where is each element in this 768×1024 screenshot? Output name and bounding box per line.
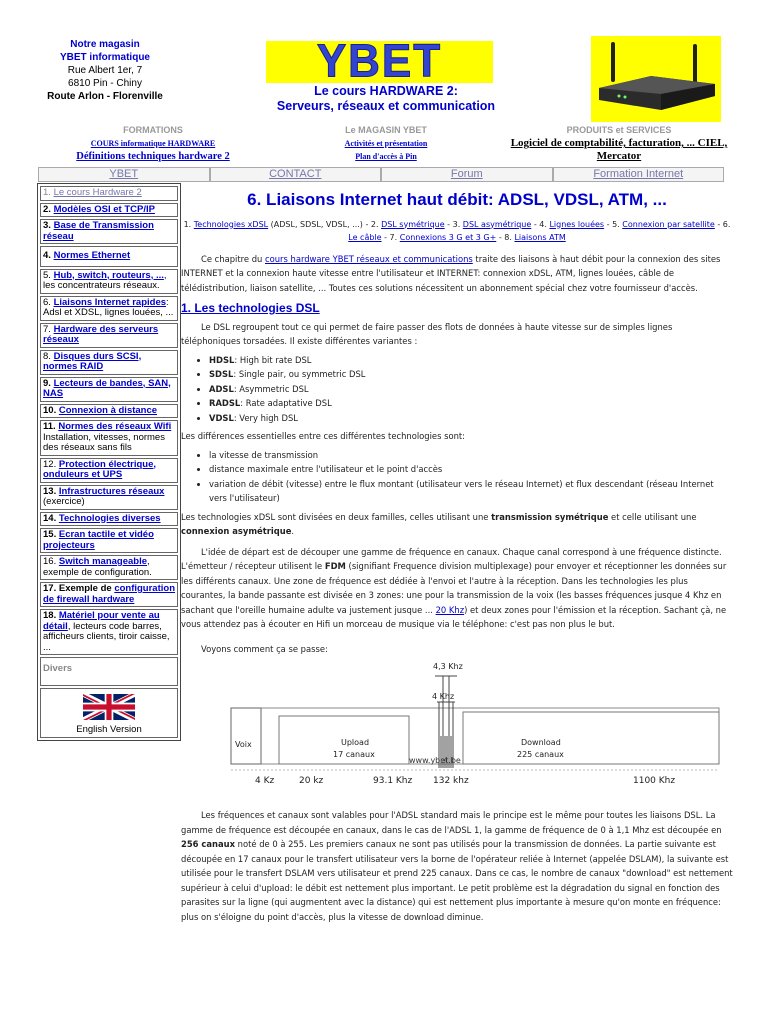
ybet-logo[interactable] [266, 35, 493, 88]
differences-paragraph: Les différences essentielles entre ces différentes technologies sont: [181, 431, 466, 441]
label-4-3-khz: 4,3 Khz [433, 662, 463, 671]
sidebar-item-link[interactable]: Liaisons Internet rapides [53, 296, 167, 308]
list-item [209, 382, 733, 397]
list-item: • la vitesse de transmission [209, 448, 733, 463]
sidebar-item-number: 4. [43, 250, 51, 261]
section-heading-dsl[interactable]: 1. Les technologies DSL [181, 301, 320, 315]
nav-forum[interactable]: Forum [381, 167, 553, 182]
intro-paragraph [181, 252, 733, 296]
intro-text: traite des liaisons à haut débit pour la connexion des sites INTERNET et la connexion haute vitesse entre l'utilisateur et INTERNET: connexion xDSL, ATM, lignes louées, câble de télédistribution, liaison satellite, ... Toutes ces solutions nécessitent un abonnement spécial chez votre fournisseur d'accès. [181, 253, 721, 293]
list-item: • variation de débit (vitesse) entre le flux montant (utilisateur vers le réseau Internet) et flux descendant (réseau Internet vers l'utilisateur) [209, 477, 733, 506]
uk-flag-icon [83, 692, 135, 722]
sidebar-item-firewall[interactable] [40, 582, 178, 607]
sidebar-item-link[interactable]: Le cours Hardware 2 [53, 187, 142, 198]
produits-heading: PRODUITS et SERVICES [566, 125, 672, 135]
variant-name: HDSL [209, 354, 235, 365]
sidebar-item-vente-detail[interactable] [40, 609, 178, 655]
sidebar-item-link[interactable]: Connexion à distance [58, 404, 158, 416]
sidebar-item-serveurs[interactable] [40, 323, 178, 348]
produits-column [506, 125, 732, 163]
tick-20kz: 20 kz [299, 776, 324, 786]
page-title: 6. Liaisons Internet haut débit: ADSL, VDSL, ATM, ... [247, 190, 667, 209]
formations-heading: FORMATIONS [123, 125, 183, 135]
link-20khz[interactable]: 20 Khz [435, 604, 465, 615]
sidebar-item-number: 9. [43, 377, 51, 389]
tick-132-khz: 132 khz [433, 776, 469, 786]
para-text: L'idée de départ est de découper une gamme de fréquence en canaux. Chaque canal correspond à une fréquence distincte. L'émetteur / récepteur utilisent le [181, 546, 722, 571]
variant-name: SDSL [209, 369, 234, 379]
sidebar-item-number: 13. [43, 485, 57, 497]
sidebar-item-link[interactable]: Matériel pour vente au détail [43, 610, 160, 632]
toc-text: 1. [183, 219, 194, 229]
magasin-heading: Le MAGASIN YBET [345, 125, 427, 135]
main-content [181, 185, 733, 924]
english-version-label: English Version [76, 724, 142, 735]
course-title-line1: Le cours HARDWARE 2: [314, 84, 458, 98]
sidebar-item-link[interactable]: Technologies diverses [58, 512, 161, 524]
sidebar-item-number: 12. [43, 458, 57, 470]
para-text: Les technologies xDSL sont divisées en deux familles, celles utilisant une [181, 511, 492, 522]
para-bold: connexion asymétrique [181, 526, 292, 536]
sidebar-item-lecteurs-bandes[interactable] [40, 377, 178, 402]
sidebar-item-link[interactable]: Infrastructures réseaux [58, 485, 165, 497]
sidebar-item-link[interactable]: Hub, switch, routeurs, ... [53, 269, 164, 281]
sidebar-item-desc: , exemple de configuration. [43, 556, 152, 578]
link-plan-acces[interactable]: Plan d'accès à Pin [355, 152, 417, 161]
toc-text: - 5. [604, 219, 623, 229]
list-item [209, 353, 733, 368]
sidebar-item-number: 2. [43, 203, 51, 215]
tick-1100-khz: 1100 Khz [633, 776, 676, 786]
toc-link-dsl-symetrique[interactable]: DSL symétrique [381, 219, 445, 229]
toc-link-cable[interactable]: Le câble [348, 232, 382, 242]
sidebar-item-number: 17. [43, 583, 57, 594]
toc-link-lignes-louees[interactable]: Lignes louées [549, 219, 605, 229]
variant-name: RADSL [209, 398, 241, 408]
sidebar-item-desc: Installation, vitesses, normes des réseaux sans fils [43, 431, 165, 453]
sidebar-item-connexion-distance[interactable] [40, 404, 178, 419]
toc-link-satellite[interactable]: Connexion par satellite [622, 219, 715, 229]
label-upload: Upload [341, 738, 370, 747]
store-line: Rue Albert 1er, 7 [67, 65, 143, 76]
store-address [30, 38, 180, 103]
sidebar-item-number: 14. [43, 512, 57, 524]
toc-text: - 3. [444, 219, 463, 229]
sidebar-item-switch-manageable[interactable] [40, 555, 178, 580]
sidebar-item-number: 1. [43, 187, 51, 198]
store-line: YBET informatique [59, 52, 150, 63]
toc-text: (ADSL, SDSL, VDSL, ...) - 2. [268, 219, 382, 229]
sidebar-item-link[interactable]: Lecteurs de bandes, SAN, NAS [43, 377, 171, 399]
toc-link-3g[interactable]: Connexions 3 G et 3 G+ [399, 232, 497, 242]
toc-text: - 7. [381, 232, 400, 242]
sidebar-item-ecran-tactile[interactable] [40, 528, 178, 553]
sidebar-item-number: 7. [43, 323, 51, 335]
sidebar-item-infrastructures[interactable] [40, 485, 178, 510]
para-text: noté de 0 à 255. Les premiers canaux ne sont pas utilisés pour la transmission de données. La partie suivante est découpée en 17 canaux pour le transfert utilisateur vers la borne de l'opérateur reliée à Internet (appelée DSLAM), la suivante est utilisée pour le transfert DSLAM vers utilisateur et prend 225 canaux. Dans ce cas, le nombre de canaux "download" est nettement supérieur à celui d'upload: le débit est nettement plus important. Le petit problème est la dégradation du signal en fonction des parasites sur la ligne (qui augmentent avec la distance) qui est nettement plus importante à mesure qu'on monte en fréquence: plus on s'éloigne du point d'accès, plus la vitesse de download diminue. [181, 839, 733, 922]
store-line: Route Arlon - Florenville [47, 91, 163, 102]
sidebar-item-desc: , les concentrateurs réseaux. [43, 269, 167, 291]
divers-label: Divers [43, 663, 73, 674]
frequency-diagram [181, 656, 733, 796]
toc-text: - 6. [714, 219, 731, 229]
variant-desc: : High bit rate DSL [234, 354, 312, 365]
link-activites[interactable]: Activités et présentation [344, 139, 428, 148]
sidebar-item-hub-switch[interactable] [40, 269, 178, 294]
link-cours-hardware[interactable]: COURS informatique HARDWARE [90, 139, 216, 148]
list-item [209, 411, 733, 426]
toc-text: - 8. [496, 232, 515, 242]
formations-column [48, 125, 258, 162]
sidebar-item-number: 16. [43, 556, 57, 567]
link-logiciel-comptabilite[interactable]: Logiciel de comptabilité, facturation, ... CIEL, Mercator [510, 137, 728, 162]
list-item: • distance maximale entre l'utilisateur et le point d'accès [209, 462, 733, 477]
variant-name: ADSL [209, 383, 234, 394]
sidebar-item-liaisons-internet[interactable] [40, 296, 178, 321]
para-text: (signifiant Frequence division multiplexage) pour envoyer et réceptionner les données sur les différents canaux. Une zone de fréquence est dédiée à l'envoi et l'autre à la réception. Dans les technologies les plus courantes, la bande passante est divisée en 3 zones: une pour la transmission de la voix (les basses fréquences jusque 4 Khz en sachant que l'oreille humaine adulte va justement jusque ... [181, 561, 727, 615]
tick-93-khz: 93.1 Khz [373, 776, 413, 786]
sidebar-item-desc: (exercice) [43, 496, 85, 507]
sidebar-item-number: 18. [43, 610, 57, 621]
magasin-column [306, 125, 466, 161]
english-version-link[interactable] [40, 688, 178, 738]
label-download-channels: 225 canaux [517, 750, 564, 759]
sidebar-item-link[interactable]: Disques durs SCSI, normes RAID [43, 350, 142, 372]
sidebar-item-link[interactable]: configuration de firewall hardware [43, 583, 176, 605]
sidebar-item-desc: , lecteurs code barres, afficheurs clients, tiroir caisse, ... [43, 620, 170, 653]
router-image [591, 36, 721, 122]
dsl-paragraph: Le DSL regroupent tout ce qui permet de faire passer des flots de données à haute vitesse sur de simples lignes téléphoniques torsadées. Il existe différentes variantes : [181, 321, 673, 346]
toc-text: - 4. [531, 219, 550, 229]
variants-list [181, 353, 733, 426]
adsl-paragraph [181, 808, 733, 924]
label-watermark: www.ybet.be [409, 756, 461, 765]
sidebar-item-link[interactable]: Protection électrique, onduleurs et UPS [43, 458, 156, 480]
table-of-contents [181, 218, 733, 244]
para-text: . [291, 526, 295, 536]
sidebar-item-transmission[interactable] [40, 219, 178, 244]
para-text: et celle utilisant une [608, 511, 697, 522]
label-upload-channels: 17 canaux [333, 750, 375, 759]
variant-desc: : Single pair, ou symmetric DSL [233, 369, 366, 379]
sidebar-item-link[interactable]: Normes des réseaux Wifi [58, 421, 172, 432]
sidebar-item-number: 3. [43, 220, 51, 231]
para-bold: FDM [324, 561, 346, 571]
para-text: ) et deux zones pour l'émission et la réception. Sachant çà, ne vous attendez pas à écouter en Hifi un morceau de musique via le téléphone: c'est pas non plus le but. [181, 604, 727, 629]
list-item [209, 396, 733, 411]
toc-link-xdsl[interactable]: Technologies xDSL [193, 219, 269, 229]
link-definitions-hardware[interactable]: Définitions techniques hardware 2 [76, 151, 230, 162]
sidebar-item-number: 10. [43, 404, 57, 416]
nav-ybet[interactable]: YBET [38, 167, 210, 182]
nav-contact[interactable]: CONTACT [210, 167, 382, 182]
label-4-khz: 4 Khz [432, 692, 455, 701]
sidebar-item-desc: : Adsl et XDSL, lignes louées, ... [43, 296, 174, 318]
course-title [246, 84, 526, 114]
store-line: 6810 Pin - Chiny [68, 78, 142, 89]
variant-desc: : Very high DSL [233, 412, 298, 423]
toc-link-atm[interactable]: Liaisons ATM [514, 232, 566, 242]
logo-text: YBET [316, 35, 443, 88]
toc-link-dsl-asymetrique[interactable]: DSL asymétrique [462, 219, 532, 229]
intro-text: Ce chapitre du [201, 253, 265, 264]
course-title-line2: Serveurs, réseaux et communication [276, 99, 496, 113]
para-bold: transmission symétrique [491, 511, 609, 522]
variant-name: VDSL [209, 412, 234, 423]
sidebar-item-link[interactable]: Modèles OSI et TCP/IP [53, 203, 155, 215]
store-line: Notre magasin [70, 39, 140, 50]
sidebar-item-prefix: Exemple de [58, 583, 115, 594]
tick-4kz: 4 Kz [255, 776, 275, 786]
sidebar-item-link[interactable]: Ecran tactile et vidéo projecteurs [43, 529, 154, 551]
variant-desc: : Asymmetric DSL [233, 383, 309, 394]
diagram-intro: Voyons comment ça se passe: [201, 643, 328, 654]
sidebar-item-osi[interactable] [40, 203, 178, 218]
sidebar-item-number: 8. [43, 350, 51, 362]
sidebar-item-link[interactable]: Base de Transmission réseau [43, 220, 154, 242]
differences-list [181, 448, 733, 506]
sidebar-item-technologies[interactable] [40, 512, 178, 527]
nav-formation-internet[interactable]: Formation Internet [553, 167, 725, 182]
fdm-paragraph [181, 545, 733, 632]
families-paragraph [181, 510, 733, 539]
sidebar-item-link[interactable]: Hardware des serveurs réseaux [43, 323, 159, 345]
sidebar-item-ethernet[interactable] [40, 246, 178, 267]
sidebar-item-number: 11. [43, 421, 56, 432]
sidebar [37, 183, 181, 741]
para-text: Les fréquences et canaux sont valables pour l'ADSL standard mais le principe est le même pour toutes les liaisons DSL. La gamme de fréquence est découpée en canaux, dans le cas de l'ADSL 1, la gamme de fréquence de 0 à 1,1 Mhz est découpée en [181, 810, 722, 835]
sidebar-item-disques-scsi[interactable] [40, 350, 178, 375]
sidebar-item-wifi[interactable] [40, 420, 178, 456]
sidebar-item-link[interactable]: Switch manageable [58, 556, 148, 567]
variant-desc: : Rate adaptative DSL [240, 398, 332, 408]
sidebar-item-number: 5. [43, 269, 51, 281]
sidebar-item-number: 6. [43, 296, 51, 308]
sidebar-item-cours-hardware-2[interactable] [40, 186, 178, 201]
intro-link[interactable]: cours hardware YBET réseaux et communications [265, 253, 473, 264]
para-bold: 256 canaux [181, 839, 235, 849]
label-download: Download [521, 738, 561, 747]
sidebar-item-number: 15. [43, 529, 57, 540]
sidebar-item-link[interactable]: Normes Ethernet [53, 250, 131, 261]
nav-bar [38, 167, 724, 182]
sidebar-divers [40, 657, 178, 686]
label-voix: Voix [235, 740, 252, 749]
router-icon [591, 36, 721, 122]
sidebar-item-protection[interactable] [40, 458, 178, 483]
list-item [209, 367, 733, 382]
